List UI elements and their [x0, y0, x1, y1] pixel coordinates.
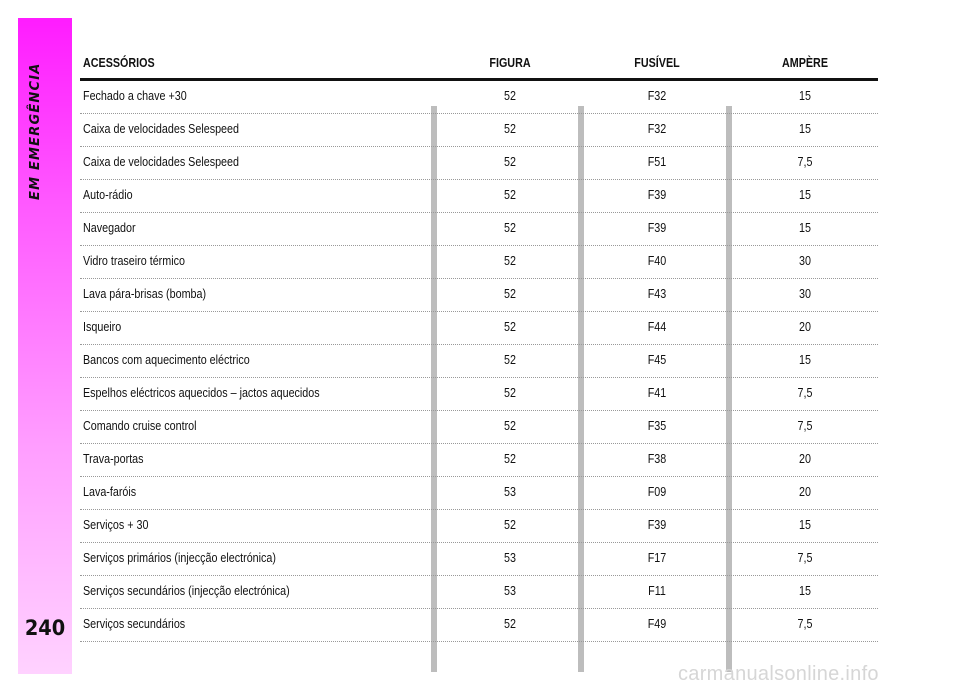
cell-fuse: F39 — [647, 188, 667, 202]
cell-amp: 15 — [799, 188, 811, 202]
cell-figure: 52 — [504, 320, 516, 334]
cell-accessory: Lava pára-brisas (bomba) — [83, 287, 207, 301]
table-header — [80, 50, 878, 81]
cell-fuse: F39 — [647, 221, 667, 235]
cell-accessory: Serviços + 30 — [83, 518, 149, 532]
cell-accessory: Fechado a chave +30 — [83, 89, 187, 103]
cell-accessory: Caixa de velocidades Selespeed — [83, 155, 239, 169]
cell-figure: 52 — [504, 155, 516, 169]
cell-accessory: Lava-faróis — [83, 485, 137, 499]
cell-figure: 53 — [504, 485, 516, 499]
section-side-strip — [18, 18, 72, 674]
cell-amp: 20 — [799, 452, 811, 466]
cell-accessory: Navegador — [83, 221, 136, 235]
cell-accessory: Comando cruise control — [83, 419, 197, 433]
header-accessory: ACESSÓRIOS — [83, 56, 155, 70]
cell-fuse: F51 — [647, 155, 667, 169]
table-row — [80, 279, 878, 312]
cell-amp: 15 — [799, 221, 811, 235]
cell-figure: 52 — [504, 89, 516, 103]
cell-figure: 52 — [504, 287, 516, 301]
table-row — [80, 477, 878, 510]
cell-amp: 30 — [799, 287, 811, 301]
table-row — [80, 543, 878, 576]
header-amp: AMPÈRE — [781, 56, 828, 70]
table-row — [80, 444, 878, 477]
cell-accessory: Serviços secundários — [83, 617, 186, 631]
cell-amp: 15 — [799, 89, 811, 103]
cell-amp: 7,5 — [797, 551, 813, 565]
table-row — [80, 246, 878, 279]
cell-fuse: F09 — [647, 485, 667, 499]
cell-amp: 7,5 — [797, 386, 813, 400]
cell-figure: 52 — [504, 188, 516, 202]
table-row — [80, 510, 878, 543]
table-row — [80, 81, 878, 114]
cell-fuse: F40 — [647, 254, 667, 268]
cell-fuse: F49 — [647, 617, 667, 631]
cell-figure: 52 — [504, 419, 516, 433]
cell-accessory: Isqueiro — [83, 320, 122, 334]
cell-amp: 20 — [799, 320, 811, 334]
cell-figure: 53 — [504, 584, 516, 598]
cell-figure: 52 — [504, 617, 516, 631]
cell-accessory: Bancos com aquecimento eléctrico — [83, 353, 250, 367]
cell-amp: 15 — [799, 584, 811, 598]
cell-fuse: F45 — [647, 353, 667, 367]
cell-amp: 20 — [799, 485, 811, 499]
cell-figure: 52 — [504, 452, 516, 466]
fuse-table — [80, 50, 878, 642]
cell-accessory: Caixa de velocidades Selespeed — [83, 122, 239, 136]
table-row — [80, 576, 878, 609]
cell-fuse: F41 — [647, 386, 667, 400]
table-row — [80, 312, 878, 345]
cell-fuse: F39 — [647, 518, 667, 532]
section-title: EM EMERGÊNCIA — [28, 62, 43, 200]
watermark: carmanualsonline.info — [678, 663, 879, 685]
cell-figure: 52 — [504, 353, 516, 367]
cell-figure: 52 — [504, 254, 516, 268]
cell-accessory: Serviços secundários (injecção electrónica) — [83, 584, 290, 598]
cell-figure: 53 — [504, 551, 516, 565]
cell-fuse: F35 — [647, 419, 667, 433]
cell-amp: 7,5 — [797, 617, 813, 631]
cell-amp: 15 — [799, 122, 811, 136]
cell-fuse: F44 — [647, 320, 667, 334]
table-row — [80, 378, 878, 411]
cell-amp: 15 — [799, 518, 811, 532]
cell-fuse: F32 — [647, 89, 667, 103]
table-body — [80, 81, 878, 642]
cell-figure: 52 — [504, 386, 516, 400]
table-row — [80, 213, 878, 246]
cell-fuse: F38 — [647, 452, 667, 466]
cell-figure: 52 — [504, 518, 516, 532]
cell-accessory: Auto-rádio — [83, 188, 133, 202]
cell-fuse: F43 — [647, 287, 667, 301]
cell-amp: 30 — [799, 254, 811, 268]
cell-accessory: Vidro traseiro térmico — [83, 254, 185, 268]
cell-figure: 52 — [504, 122, 516, 136]
cell-fuse: F11 — [648, 584, 666, 598]
cell-accessory: Espelhos eléctricos aquecidos – jactos aquecidos — [83, 386, 320, 400]
cell-amp: 15 — [799, 353, 811, 367]
header-fuse: FUSÍVEL — [634, 56, 680, 70]
header-figure: FIGURA — [489, 56, 531, 70]
table-row — [80, 609, 878, 642]
cell-figure: 52 — [504, 221, 516, 235]
table-row — [80, 411, 878, 444]
table-row — [80, 114, 878, 147]
cell-amp: 7,5 — [797, 155, 813, 169]
cell-accessory: Serviços primários (injecção electrónica) — [83, 551, 276, 565]
table-row — [80, 345, 878, 378]
cell-accessory: Trava-portas — [83, 452, 144, 466]
cell-fuse: F32 — [647, 122, 667, 136]
page-number: 240 — [24, 616, 66, 640]
table-row — [80, 180, 878, 213]
cell-fuse: F17 — [647, 551, 667, 565]
table-row — [80, 147, 878, 180]
cell-amp: 7,5 — [797, 419, 813, 433]
